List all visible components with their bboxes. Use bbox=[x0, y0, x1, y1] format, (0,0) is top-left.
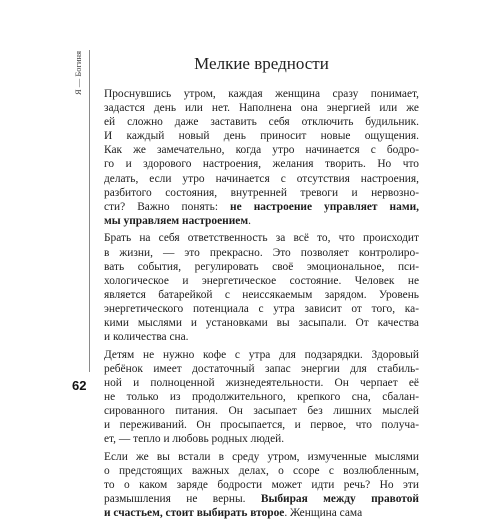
emphasis-text: и счастьем, стоит выбирать второе bbox=[104, 507, 285, 520]
emphasis-text: не настроение управляет нами, bbox=[230, 200, 419, 213]
text-segment: кими мыслями и установками вы засыпали. От качества bbox=[104, 317, 419, 329]
text-segment: . Женщина сама bbox=[284, 507, 363, 520]
text-line bbox=[104, 464, 419, 478]
text-segment: и переживаний. Он просыпается, и первое, что получа- bbox=[104, 419, 419, 432]
text-line bbox=[104, 246, 419, 260]
text-line bbox=[104, 288, 419, 302]
text-segment: о предстоящих важных делах, о ссоре с возлюбленным, bbox=[104, 464, 419, 477]
text-line bbox=[104, 143, 419, 157]
text-segment: является батарейкой с неиссякаемым зарядом. Уровень bbox=[104, 288, 419, 301]
text-segment: ет, — тепло и любовь родных людей. bbox=[104, 433, 285, 446]
text-line bbox=[104, 450, 419, 464]
body-text bbox=[104, 87, 419, 524]
text-segment: го и здорового настроения, желания творить. Но что bbox=[104, 158, 419, 171]
text-segment: энергетического потенциала с утра зависит от того, ка- bbox=[104, 302, 419, 315]
text-line bbox=[104, 101, 419, 115]
text-segment: Брать на себя ответственность за всё то, что происходит bbox=[104, 232, 419, 245]
text-segment: задастся день или нет. Наполнена она энергией или же bbox=[104, 102, 419, 115]
text-line bbox=[104, 316, 419, 330]
text-line bbox=[104, 432, 419, 446]
emphasis-text: Выбирая между правотой bbox=[260, 493, 419, 506]
text-segment: размышления не верны. bbox=[104, 493, 261, 506]
text-segment: и количества сна. bbox=[104, 331, 189, 344]
chapter-title: Мелкие вредности bbox=[194, 54, 329, 73]
text-segment: ребёнок имеет достаточный запас энергии для стабиль- bbox=[104, 362, 419, 375]
text-line bbox=[104, 200, 419, 214]
text-line bbox=[104, 129, 419, 143]
text-segment: . bbox=[248, 214, 251, 227]
text-segment: хологическое и энергетическое состояние. Человек не bbox=[104, 274, 419, 287]
text-segment: Детям не нужно кофе с утра для подзарядки. Здоровый bbox=[104, 348, 419, 361]
text-line bbox=[104, 172, 419, 186]
paragraph bbox=[104, 231, 419, 344]
text-segment: то о каком заряде бодрости может идти речь? Но эти bbox=[104, 479, 419, 492]
text-line bbox=[104, 260, 419, 274]
text-segment: И каждый новый день приносит новые ощущения. bbox=[104, 130, 419, 143]
text-line bbox=[104, 87, 419, 101]
text-line bbox=[104, 376, 419, 390]
text-line bbox=[104, 418, 419, 432]
text-line bbox=[104, 492, 419, 506]
text-line bbox=[104, 186, 419, 200]
text-segment: Если же вы встали в среду утром, измученные мыслями bbox=[104, 450, 419, 463]
running-head bbox=[71, 52, 85, 94]
emphasis-text: мы управляем настроением bbox=[104, 214, 249, 227]
text-segment: вать события, регулировать своё эмоциональное, пси- bbox=[104, 260, 419, 273]
text-line bbox=[104, 274, 419, 288]
text-line bbox=[104, 390, 419, 404]
text-segment: разбитого состояния, внутренней тревоги и нервозно- bbox=[104, 186, 419, 199]
text-line bbox=[104, 214, 419, 228]
text-line bbox=[104, 302, 419, 316]
paragraph bbox=[104, 348, 419, 447]
page-number: 62 bbox=[72, 378, 87, 393]
text-segment: ей сложно даже заставить себя отключить будильник. bbox=[104, 116, 419, 129]
text-segment: ной и полноценной жизнедеятельности. Он черпает её bbox=[104, 376, 419, 389]
paragraph bbox=[104, 87, 419, 228]
text-line bbox=[104, 231, 419, 245]
text-segment: в жизни, — это прекрасно. Это позволяет контролиро- bbox=[104, 246, 419, 259]
text-line bbox=[104, 330, 419, 344]
text-line bbox=[104, 362, 419, 376]
text-segment: сти? Важно понять: bbox=[104, 200, 231, 213]
margin-rule bbox=[89, 50, 90, 372]
text-segment: Проснувшись утром, каждая женщина сразу понимает, bbox=[104, 88, 419, 100]
text-line bbox=[104, 404, 419, 418]
text-segment: не только из продолжительного, крепкого сна, сбалан- bbox=[104, 390, 419, 403]
text-segment: сированного питания. Он засыпает без лишних мыслей bbox=[104, 405, 419, 418]
text-segment: делать, если утро начинается с отсутствия настроения, bbox=[104, 172, 419, 185]
running-head-text: Я — Богиня bbox=[73, 50, 83, 96]
text-segment: Как же замечательно, когда утро начинается с бодро- bbox=[104, 144, 419, 157]
text-line bbox=[104, 478, 419, 492]
text-line bbox=[104, 157, 419, 171]
paragraph bbox=[104, 450, 419, 520]
text-line bbox=[104, 115, 419, 129]
text-line bbox=[104, 506, 419, 520]
text-line bbox=[104, 348, 419, 362]
